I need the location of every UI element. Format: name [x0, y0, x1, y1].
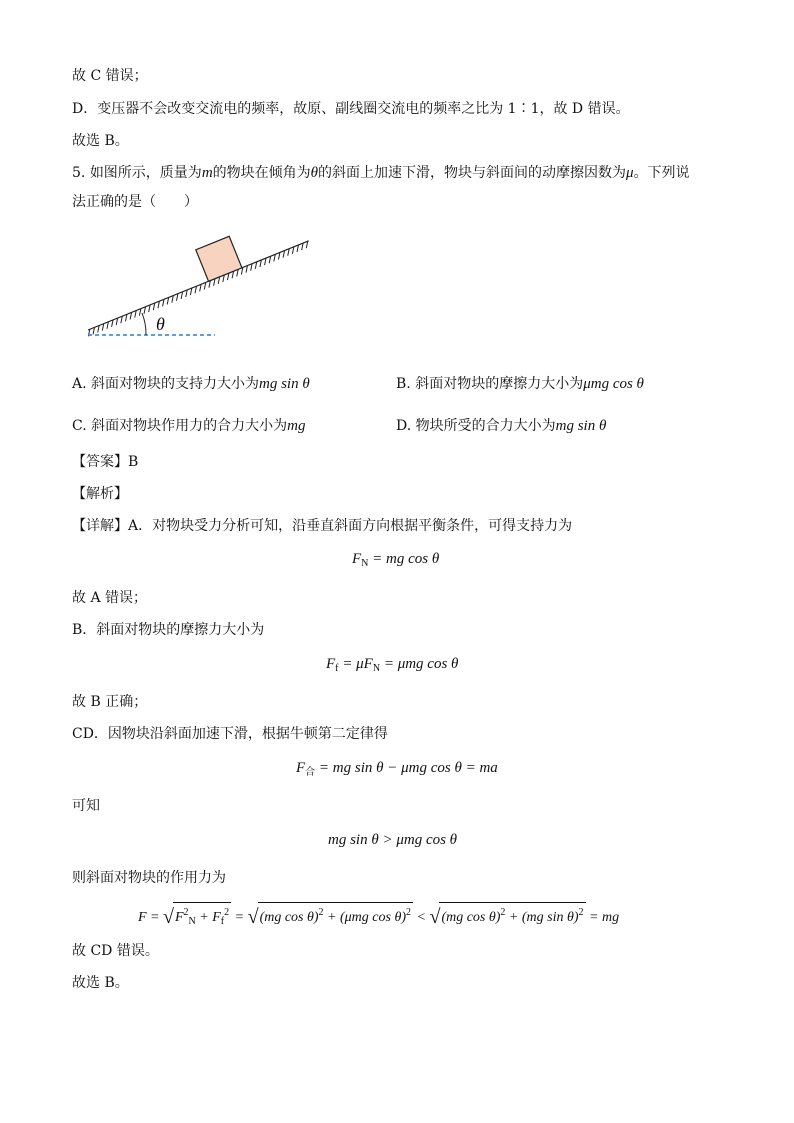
- radical-2: [258, 902, 413, 928]
- block: [196, 236, 242, 281]
- prev-line-d: D．变压器不会改变交流电的频率，故原、副线圈交流电的频率之比为 1∶1，故 D 错误。: [72, 101, 630, 117]
- theta-symbol: θ: [310, 165, 319, 181]
- sqrt-icon: √: [163, 906, 174, 928]
- option-a-text: A. 斜面对物块的支持力大小为: [72, 376, 260, 392]
- question-5-line-2: 法正确的是（ ）: [72, 194, 198, 210]
- eq2-fsub: f: [335, 663, 339, 674]
- option-a: [72, 374, 310, 394]
- eq5-eq: =: [231, 910, 248, 925]
- analysis-label: 【解析】: [72, 486, 128, 502]
- equation-newton-second-law: [296, 758, 498, 783]
- eq5-lhs: F =: [138, 910, 163, 925]
- detail-know: 可知: [72, 798, 100, 814]
- question-text-b: 的物块在倾角为: [212, 165, 311, 181]
- angle-label: θ: [156, 314, 165, 334]
- option-c: [72, 416, 305, 436]
- eq2-f: F: [326, 656, 336, 672]
- incline-diagram: [80, 230, 320, 350]
- eq5-r2-b: + (μmg cos θ): [323, 910, 406, 925]
- eq5-r1-plus: + F: [195, 910, 221, 925]
- eq5-r3-sup2: 2: [578, 907, 584, 918]
- answer-label: 【答案】: [72, 454, 128, 470]
- incline-surface: [80, 230, 311, 336]
- question-text-a: 如图所示，质量为: [89, 165, 202, 181]
- angle-arc: [142, 313, 146, 335]
- eq5-r1-fsup: 2: [224, 907, 230, 918]
- eq5-r1-nsub: N: [188, 916, 196, 927]
- sqrt-icon: √: [247, 906, 259, 928]
- equation-friction: [326, 654, 458, 679]
- eq2-mid: = μF: [338, 656, 373, 672]
- eq5-r2-a: (mg cos θ): [259, 910, 319, 925]
- eq3-f: F: [296, 760, 306, 776]
- prev-line-choose: 故选 B。: [72, 133, 129, 149]
- eq5-r1-nsup: 2: [183, 907, 189, 918]
- option-b: [396, 374, 644, 394]
- question-number: 5.: [72, 165, 86, 181]
- eq5-r1-fsub: f: [220, 916, 225, 927]
- detail-force-intro: 则斜面对物块的作用力为: [72, 870, 226, 886]
- eq5-lt: <: [413, 910, 430, 925]
- eq3-sub: 合: [305, 767, 316, 778]
- eq5-r2-sup2: 2: [406, 907, 411, 918]
- option-c-text: C. 斜面对物块作用力的合力大小为: [72, 418, 288, 434]
- equation-normal-force: [352, 549, 439, 574]
- eq5-r2-sup1: 2: [318, 907, 324, 918]
- answer-line: [72, 452, 138, 472]
- answer-value: B: [128, 454, 139, 470]
- sqrt-icon: √: [429, 906, 441, 928]
- eq5-r3-b: + (mg sin θ): [505, 910, 579, 925]
- mass-symbol: m: [201, 165, 213, 181]
- option-d-text: D. 物块所受的合力大小为: [396, 418, 556, 434]
- detail-a-intro: 【详解】A．对物块受力分析可知，沿垂直斜面方向根据平衡条件，可得支持力为: [72, 518, 573, 534]
- detail-b-intro: B．斜面对物块的摩擦力大小为: [72, 622, 265, 638]
- radical-3: [439, 902, 585, 928]
- detail-cd-conclusion: 故 CD 错误。: [72, 943, 159, 959]
- prev-line-c-wrong: 故 C 错误；: [72, 68, 148, 84]
- option-d: [396, 416, 606, 436]
- question-text-d: 。下列说: [633, 165, 690, 181]
- option-d-math: mg sin θ: [555, 418, 607, 434]
- eq2-nsub: N: [372, 663, 381, 674]
- detail-a-conclusion: 故 A 错误；: [72, 590, 148, 606]
- option-b-text: B. 斜面对物块的摩擦力大小为: [396, 376, 584, 392]
- radical-1: [173, 902, 231, 932]
- detail-b-conclusion: 故 B 正确；: [72, 694, 148, 710]
- eq1-f: F: [352, 551, 362, 567]
- option-b-math: μmg cos θ: [583, 376, 644, 392]
- eq5-r1-f: F: [174, 910, 184, 925]
- eq1-sub: N: [361, 558, 369, 569]
- mu-symbol: μ: [626, 165, 634, 181]
- question-5-line-1: [72, 163, 690, 183]
- detail-final: 故选 B。: [72, 975, 129, 991]
- eq5-r3-sup1: 2: [500, 907, 506, 918]
- detail-cd-intro: CD．因物块沿斜面加速下滑，根据牛顿第二定律得: [72, 726, 388, 742]
- question-text-c: 的斜面上加速下滑，物块与斜面间的动摩擦因数为: [318, 165, 627, 181]
- eq3-rhs: = mg sin θ − μmg cos θ = ma: [315, 760, 498, 776]
- eq1-rhs: = mg cos θ: [368, 551, 440, 567]
- eq2-rhs: = μmg cos θ: [380, 656, 459, 672]
- option-c-math: mg: [287, 418, 306, 434]
- option-a-math: mg sin θ: [259, 376, 310, 392]
- equation-resultant-force: [138, 902, 619, 932]
- equation-inequality: mg sin θ > μmg cos θ: [328, 832, 458, 848]
- eq5-end: = mg: [585, 910, 620, 925]
- eq5-r3-a: (mg cos θ): [441, 910, 501, 925]
